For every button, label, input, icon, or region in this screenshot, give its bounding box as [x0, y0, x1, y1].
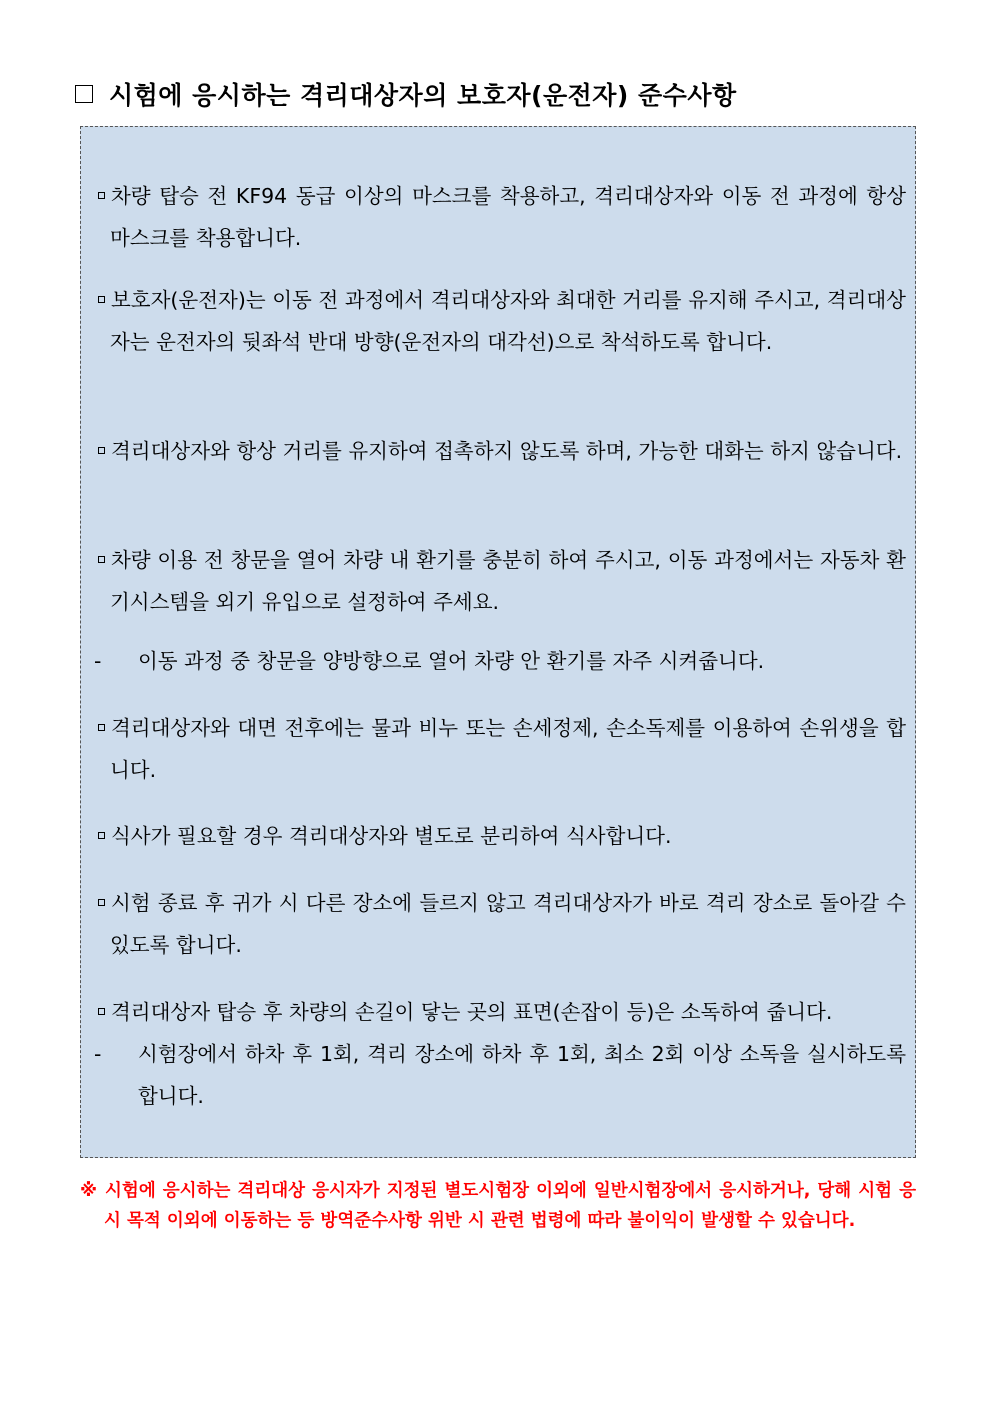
- sub-item-text: 이동 과정 중 창문을 양방향으로 열어 차량 안 환기를 자주 시켜줍니다.: [138, 649, 765, 673]
- square-bullet-icon: [98, 899, 105, 906]
- list-item: [98, 279, 906, 363]
- sub-item: [94, 640, 906, 682]
- list-item-text: 격리대상자와 항상 거리를 유지하여 접촉하지 않도록 하며, 가능한 대화는 하지 않습니다.: [111, 439, 903, 463]
- page-title: [75, 76, 737, 112]
- square-bullet-icon: [98, 1008, 105, 1015]
- list-item: [98, 175, 906, 259]
- square-bullet-icon: [98, 556, 105, 563]
- checkbox-icon: [75, 85, 93, 103]
- list-item-text: 차량 탑승 전 KF94 동급 이상의 마스크를 착용하고, 격리대상자와 이동 전 과정에 항상 마스크를 착용합니다.: [110, 184, 906, 250]
- sub-item-dash: -: [94, 1042, 102, 1066]
- square-bullet-icon: [98, 724, 105, 731]
- guidelines-box: [80, 126, 916, 1158]
- list-item-text: 차량 이용 전 창문을 열어 차량 내 환기를 충분히 하여 주시고, 이동 과정에서는 자동차 환기시스템을 외기 유입으로 설정하여 주세요.: [110, 548, 906, 614]
- list-item: [98, 991, 906, 1033]
- page-title-text: 시험에 응시하는 격리대상자의 보호자(운전자) 준수사항: [109, 81, 737, 110]
- list-item-text: 보호자(운전자)는 이동 전 과정에서 격리대상자와 최대한 거리를 유지해 주시고, 격리대상자는 운전자의 뒷좌석 반대 방향(운전자의 대각선)으로 착석하도록 합니다.: [110, 288, 906, 354]
- square-bullet-icon: [98, 832, 105, 839]
- sub-item-dash: -: [94, 649, 102, 673]
- list-item: [98, 539, 906, 623]
- list-item-text: 격리대상자 탑승 후 차량의 손길이 닿는 곳의 표면(손잡이 등)은 소독하여 줍니다.: [111, 1000, 833, 1024]
- list-item: [98, 707, 906, 791]
- list-item-text: 격리대상자와 대면 전후에는 물과 비누 또는 손세정제, 손소독제를 이용하여 손위생을 합니다.: [110, 716, 906, 782]
- reference-mark: ※: [80, 1181, 98, 1201]
- list-item-text: 시험 종료 후 귀가 시 다른 장소에 들르지 않고 격리대상자가 바로 격리 장소로 돌아갈 수 있도록 합니다.: [110, 891, 906, 957]
- list-item: [98, 882, 906, 966]
- warning-note: [80, 1176, 916, 1236]
- square-bullet-icon: [98, 296, 105, 303]
- sub-item-text: 시험장에서 하차 후 1회, 격리 장소에 하차 후 1회, 최소 2회 이상 소독을 실시하도록 합니다.: [138, 1042, 906, 1108]
- list-item-text: 식사가 필요할 경우 격리대상자와 별도로 분리하여 식사합니다.: [111, 824, 672, 848]
- sub-item: [94, 1033, 906, 1117]
- list-item: [98, 430, 906, 472]
- square-bullet-icon: [98, 447, 105, 454]
- list-item: [98, 815, 906, 857]
- square-bullet-icon: [98, 192, 105, 199]
- warning-note-text: 시험에 응시하는 격리대상 응시자가 지정된 별도시험장 이외에 일반시험장에서 응시하거나, 당해 시험 응시 목적 이외에 이동하는 등 방역준수사항 위반 시 관련 법령에 따라 불이익이 발생할 수 있습니다.: [104, 1181, 917, 1231]
